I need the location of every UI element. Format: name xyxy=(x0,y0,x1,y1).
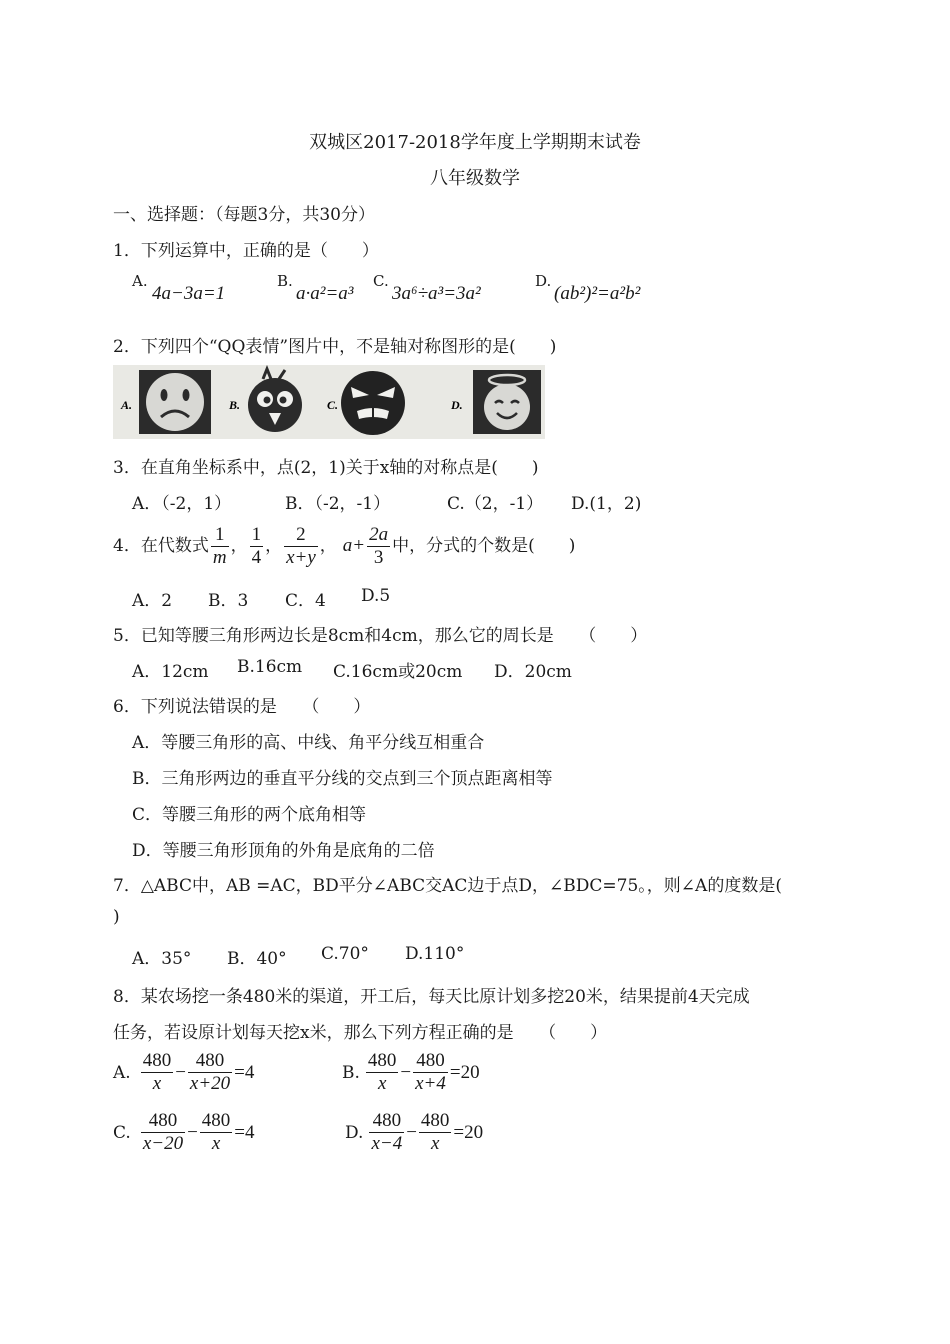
q8-a-d1: x xyxy=(152,1073,162,1094)
emoji-b-bird-face-icon xyxy=(248,369,302,432)
exam-subtitle: 八年级数学 xyxy=(430,168,520,189)
q4-f4-den: 3 xyxy=(373,546,384,568)
q8-a-label: A. xyxy=(113,1062,131,1083)
q4-option-b: B．3 xyxy=(208,591,249,611)
q4-f2-den: 4 xyxy=(251,546,262,568)
q8-c-label: C. xyxy=(113,1122,131,1143)
q8-b-n1: 480 xyxy=(367,1050,397,1071)
q8-b-label: B. xyxy=(342,1062,360,1083)
q6-option-a: A．等腰三角形的高、中线、角平分线互相重合 xyxy=(132,733,485,753)
q6-option-b: B．三角形两边的垂直平分线的交点到三个顶点距离相等 xyxy=(132,769,553,789)
q8-c-minus: − xyxy=(187,1121,198,1143)
q8-a-n2: 480 xyxy=(188,1050,232,1073)
q4-f1-num: 1 xyxy=(211,524,229,547)
q3-stem: 3．在直角坐标系中，点(2，1)关于x轴的对称点是( ) xyxy=(113,458,539,478)
q8-d-d1: x−4 xyxy=(371,1133,403,1154)
q4-stem-suffix: 中，分式的个数是( ) xyxy=(392,536,576,556)
q8-c-rhs: =4 xyxy=(234,1121,255,1143)
q7-option-d: D.110° xyxy=(405,944,465,964)
q8-d-n2: 480 xyxy=(420,1110,450,1131)
q3-option-c: C.（2，-1） xyxy=(447,494,544,514)
q1-b-label: B. xyxy=(277,272,293,290)
q8-d-d2: x xyxy=(430,1133,440,1154)
q5-option-d: D．20cm xyxy=(494,662,572,682)
q8-stem-line2: 任务，若设原计划每天挖x米，那么下列方程正确的是 （ ） xyxy=(113,1023,608,1043)
q1-c-expr: 3a⁶÷a³=3a² xyxy=(392,283,481,304)
section-heading: 一、选择题：（每题3分，共30分） xyxy=(113,205,375,225)
q7-option-b: B．40° xyxy=(227,949,287,969)
emoji-c-label: C. xyxy=(327,398,339,412)
q8-option-a xyxy=(113,1050,254,1095)
q8-d-minus: − xyxy=(406,1121,417,1143)
q4-f4-pre: a+ xyxy=(342,535,366,556)
q8-option-c xyxy=(113,1110,255,1155)
q8-b-d1: x xyxy=(377,1073,387,1094)
q8-b-minus: − xyxy=(400,1061,412,1083)
emoji-b-label: B. xyxy=(229,398,241,412)
q5-stem: 5．已知等腰三角形两边长是8cm和4cm，那么它的周长是 （ ） xyxy=(113,626,648,646)
q7-stem-line1: 7．△ABC中，AB =AC，BD平分∠ABC交AC边于点D，∠BDC=75。，则∠A的度数是( xyxy=(113,876,782,896)
q1-c-label: C. xyxy=(373,272,389,290)
q8-a-minus: − xyxy=(175,1061,186,1083)
q1-a-label: A. xyxy=(132,272,148,290)
emoji-d-label: D. xyxy=(451,398,463,412)
q4-sep-1: ， xyxy=(230,536,248,556)
q4-option-d: D.5 xyxy=(361,586,391,606)
q8-a-rhs: =4 xyxy=(234,1061,255,1083)
q8-a-d2: x+20 xyxy=(189,1073,231,1094)
q5-option-a: A．12cm xyxy=(132,662,209,682)
q3-option-b: B．（-2，-1） xyxy=(285,494,391,514)
qq-emoji-images xyxy=(113,365,545,439)
q2-stem: 2．下列四个“QQ表情”图片中，不是轴对称图形的是( ) xyxy=(113,337,557,357)
q4-stem xyxy=(113,522,575,570)
q6-stem: 6．下列说法错误的是 （ ） xyxy=(113,697,371,717)
q8-b-d2: x+4 xyxy=(415,1073,446,1094)
q4-f2-num: 1 xyxy=(251,523,262,545)
q4-sep-3: ， xyxy=(319,536,337,556)
q4-option-a: A．2 xyxy=(132,591,173,611)
q7-option-a: A．35° xyxy=(132,949,192,969)
q4-sep-2: ， xyxy=(265,536,283,556)
q4-f1-den: m xyxy=(212,546,227,568)
q4-f3-den: x+y xyxy=(286,546,316,568)
emoji-a-label: A. xyxy=(121,398,133,412)
q8-option-d xyxy=(345,1110,483,1155)
q8-stem-line1: 8．某农场挖一条480米的渠道，开工后，每天比原计划多挖20米，结果提前4天完成 xyxy=(113,987,750,1007)
q4-option-c: C．4 xyxy=(285,591,326,611)
emoji-a-sad-face-icon xyxy=(146,373,204,431)
q8-c-d2: x xyxy=(211,1133,221,1154)
q1-stem: 1．下列运算中，正确的是（ ） xyxy=(113,241,379,261)
q8-a-n1: 480 xyxy=(142,1050,172,1071)
q1-a-expr: 4a−3a=1 xyxy=(152,283,226,304)
q4-f4-num: 2a xyxy=(369,523,389,545)
q5-option-b: B.16cm xyxy=(237,657,303,677)
q8-b-n2: 480 xyxy=(413,1050,448,1073)
exam-title: 双城区2017-2018学年度上学期期末试卷 xyxy=(309,132,641,153)
q8-d-rhs: =20 xyxy=(453,1121,484,1143)
q7-option-c: C.70° xyxy=(321,944,369,964)
q8-d-label: D. xyxy=(345,1122,364,1143)
q4-fraction-2 xyxy=(250,524,264,569)
q8-c-n2: 480 xyxy=(201,1110,231,1131)
q8-c-n1: 480 xyxy=(141,1110,185,1133)
qq-emoji-strip xyxy=(113,365,545,439)
q1-d-expr: (ab²)²=a²b² xyxy=(554,283,641,304)
q7-stem-line2: ) xyxy=(113,907,120,927)
q6-option-c: C．等腰三角形的两个底角相等 xyxy=(132,805,367,825)
q4-fraction-3 xyxy=(284,524,318,569)
q8-b-rhs: =20 xyxy=(449,1061,480,1083)
q1-d-label: D. xyxy=(535,272,552,290)
q3-option-a: A．（-2，1） xyxy=(132,494,232,514)
q5-option-c: C.16cm或20cm xyxy=(333,662,463,682)
q4-f3-num: 2 xyxy=(284,524,318,547)
q1-b-expr: a·a²=a³ xyxy=(296,283,354,304)
q4-fraction-4 xyxy=(367,524,390,569)
q6-option-d: D．等腰三角形顶角的外角是底角的二倍 xyxy=(132,841,435,861)
q8-c-d1: x−20 xyxy=(142,1133,184,1154)
q4-stem-prefix: 4．在代数式 xyxy=(113,536,209,556)
q3-option-d: D.(1，2) xyxy=(571,494,642,514)
q8-d-n1: 480 xyxy=(369,1110,404,1133)
q8-option-b xyxy=(342,1050,480,1095)
emoji-c-angry-face-icon xyxy=(341,371,405,435)
q4-fraction-1 xyxy=(211,524,229,569)
